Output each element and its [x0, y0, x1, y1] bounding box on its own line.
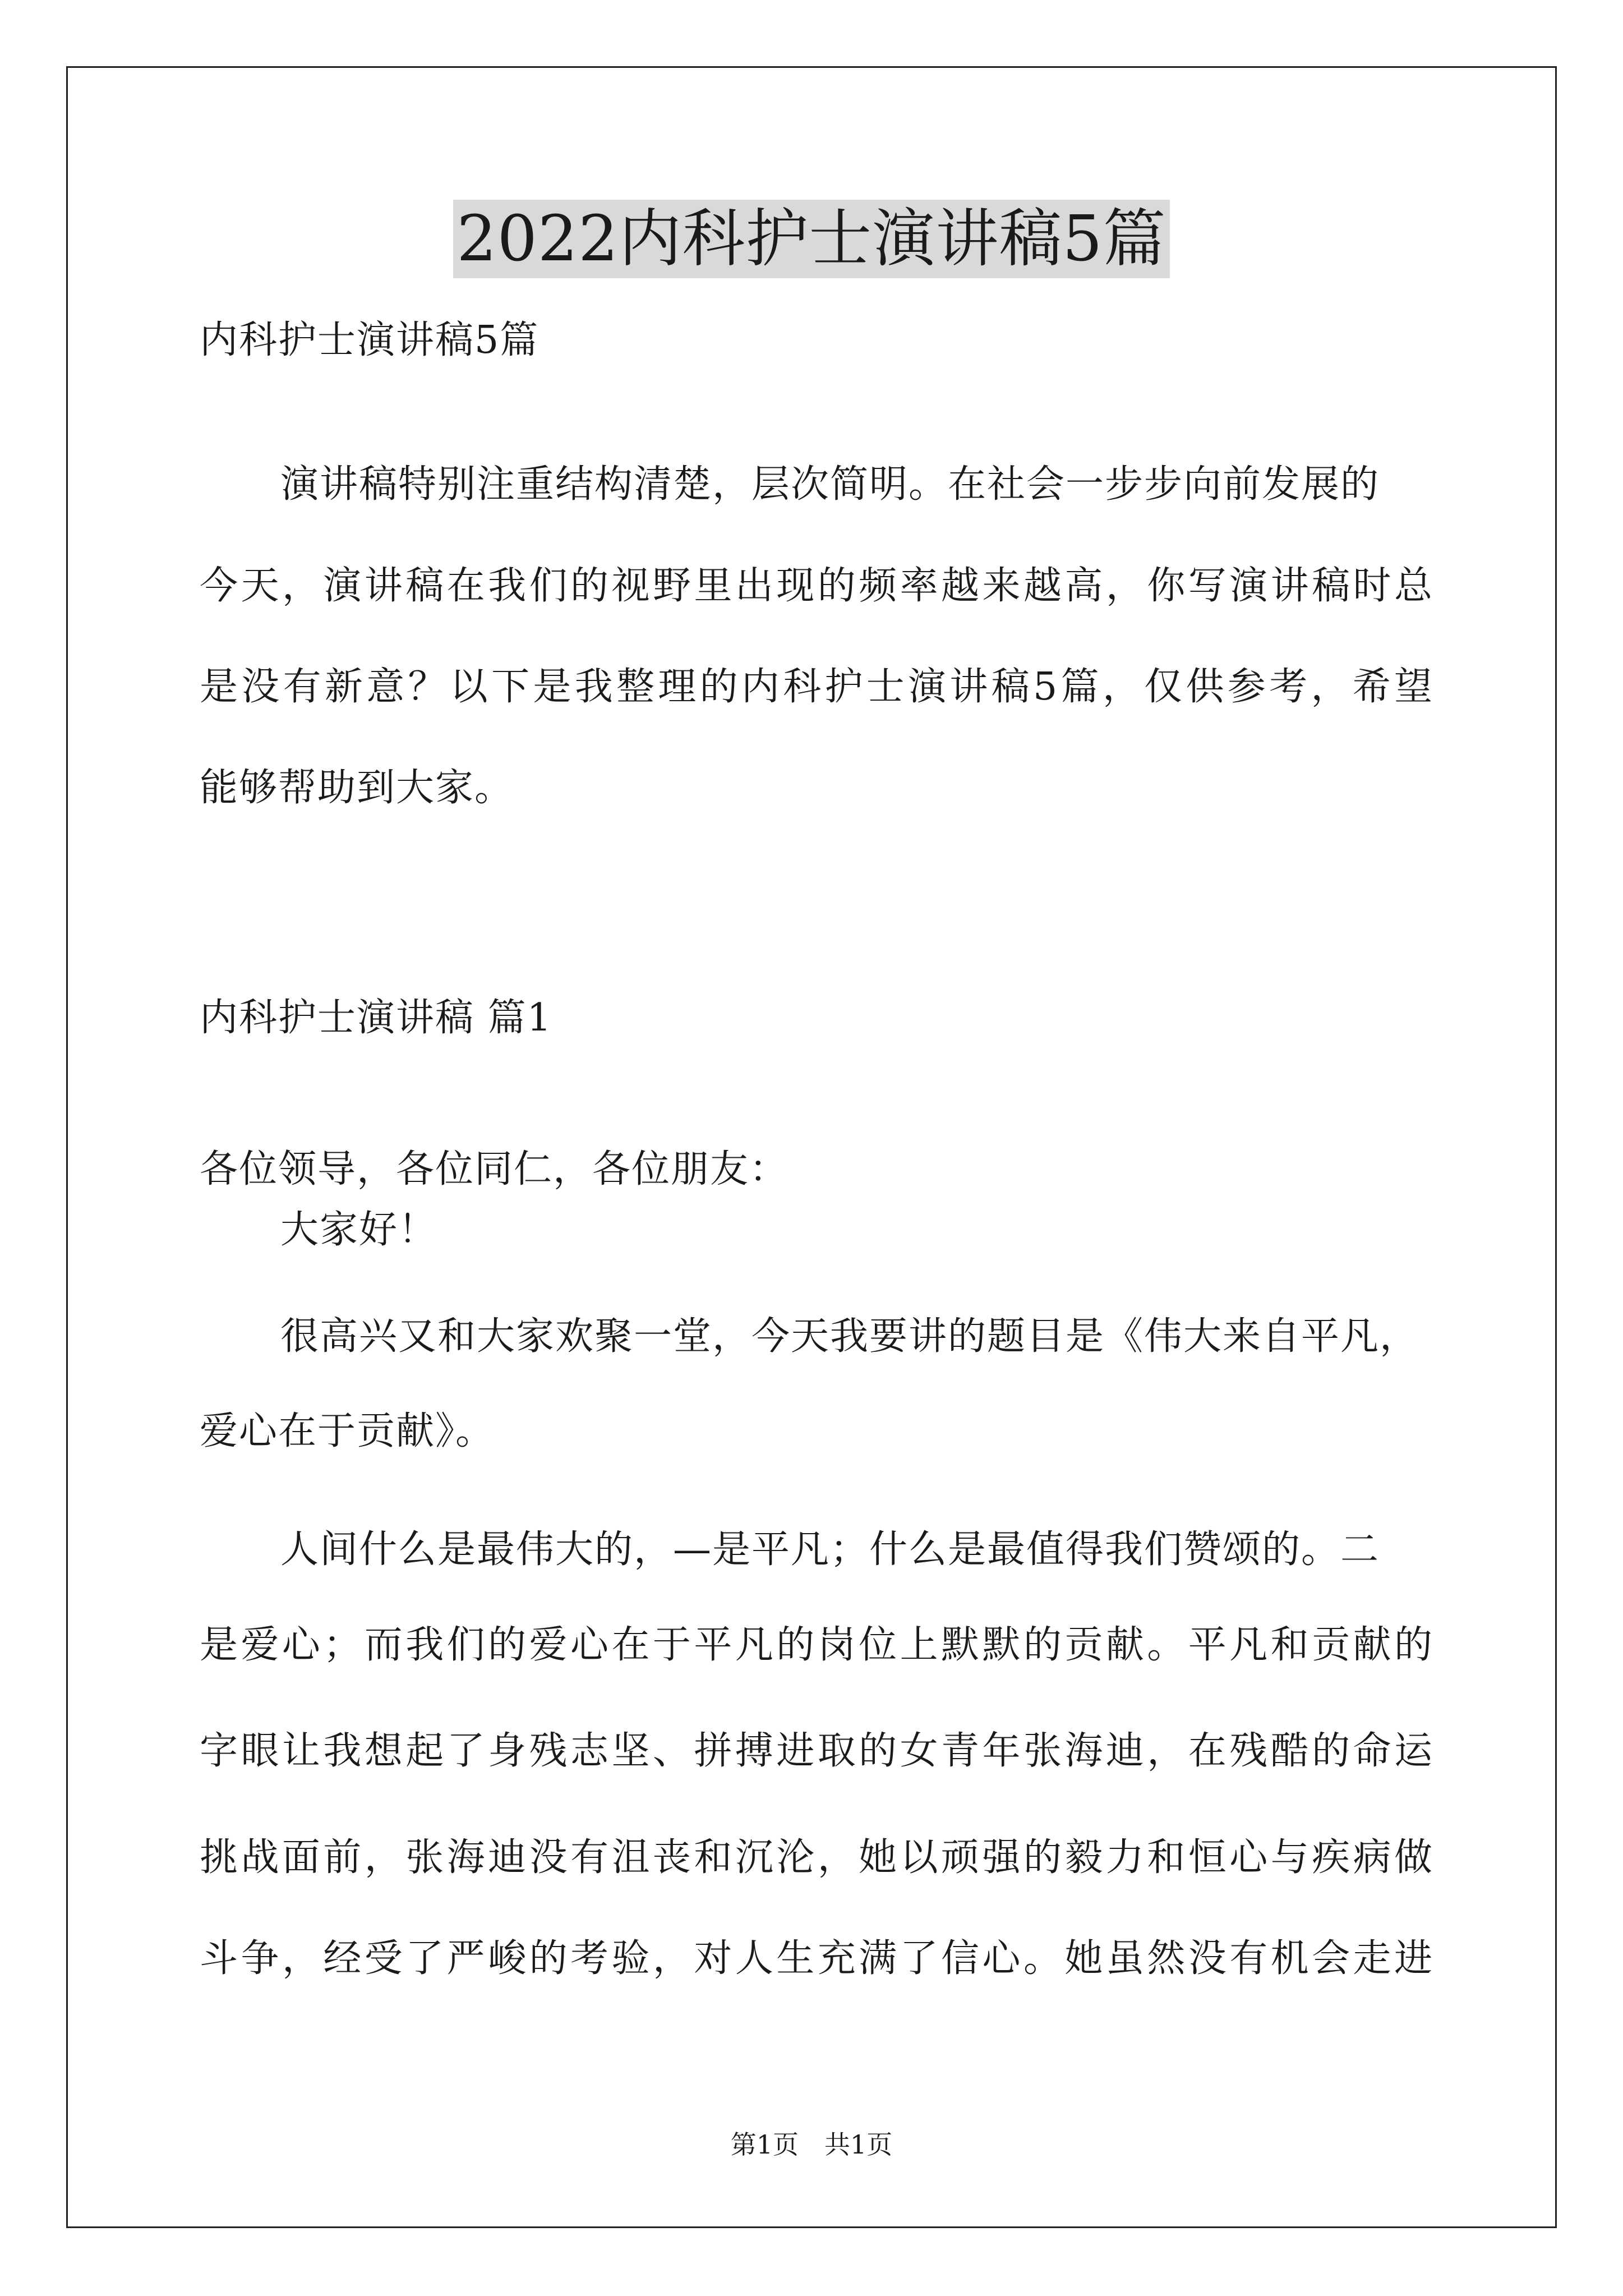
salutation: 各位领导，各位同仁，各位朋友：: [200, 1147, 789, 1191]
greeting: 大家好！: [280, 1208, 438, 1252]
paragraph-line: 字眼让我想起了身残志坚、拼搏进取的女青年张海迪，在残酷的命运: [200, 1729, 1433, 1773]
paragraph-line: 人间什么是最伟大的，—是平凡；什么是最值得我们赞颂的。二: [280, 1527, 1380, 1572]
paragraph-line: 斗争，经受了严峻的考验，对人生充满了信心。她虽然没有机会走进: [200, 1936, 1433, 1981]
subtitle: 内科护士演讲稿5篇: [200, 318, 540, 362]
paragraph-line: 爱心在于贡献》。: [200, 1409, 495, 1453]
document-title: 2022内科护士演讲稿5篇: [453, 200, 1169, 278]
paragraph-line: 挑战面前，张海迪没有沮丧和沉沦，她以顽强的毅力和恒心与疾病做: [200, 1835, 1433, 1880]
section-heading: 内科护士演讲稿 篇1: [200, 996, 552, 1040]
title-container: [0, 200, 1623, 278]
paragraph-line: 能够帮助到大家。: [200, 766, 514, 810]
paragraph-line: 是爱心；而我们的爱心在于平凡的岗位上默默的贡献。平凡和贡献的: [200, 1623, 1433, 1667]
paragraph-line: 很高兴又和大家欢聚一堂，今天我要讲的题目是《伟大来自平凡，: [280, 1314, 1419, 1359]
page-footer: 第1页 共1页: [730, 2129, 893, 2160]
paragraph-line: 是没有新意？以下是我整理的内科护士演讲稿5篇，仅供参考，希望: [200, 665, 1433, 709]
paragraph-line: 今天，演讲稿在我们的视野里出现的频率越来越高，你写演讲稿时总: [200, 564, 1433, 608]
paragraph-line: 演讲稿特别注重结构清楚，层次简明。在社会一步步向前发展的: [280, 462, 1380, 507]
